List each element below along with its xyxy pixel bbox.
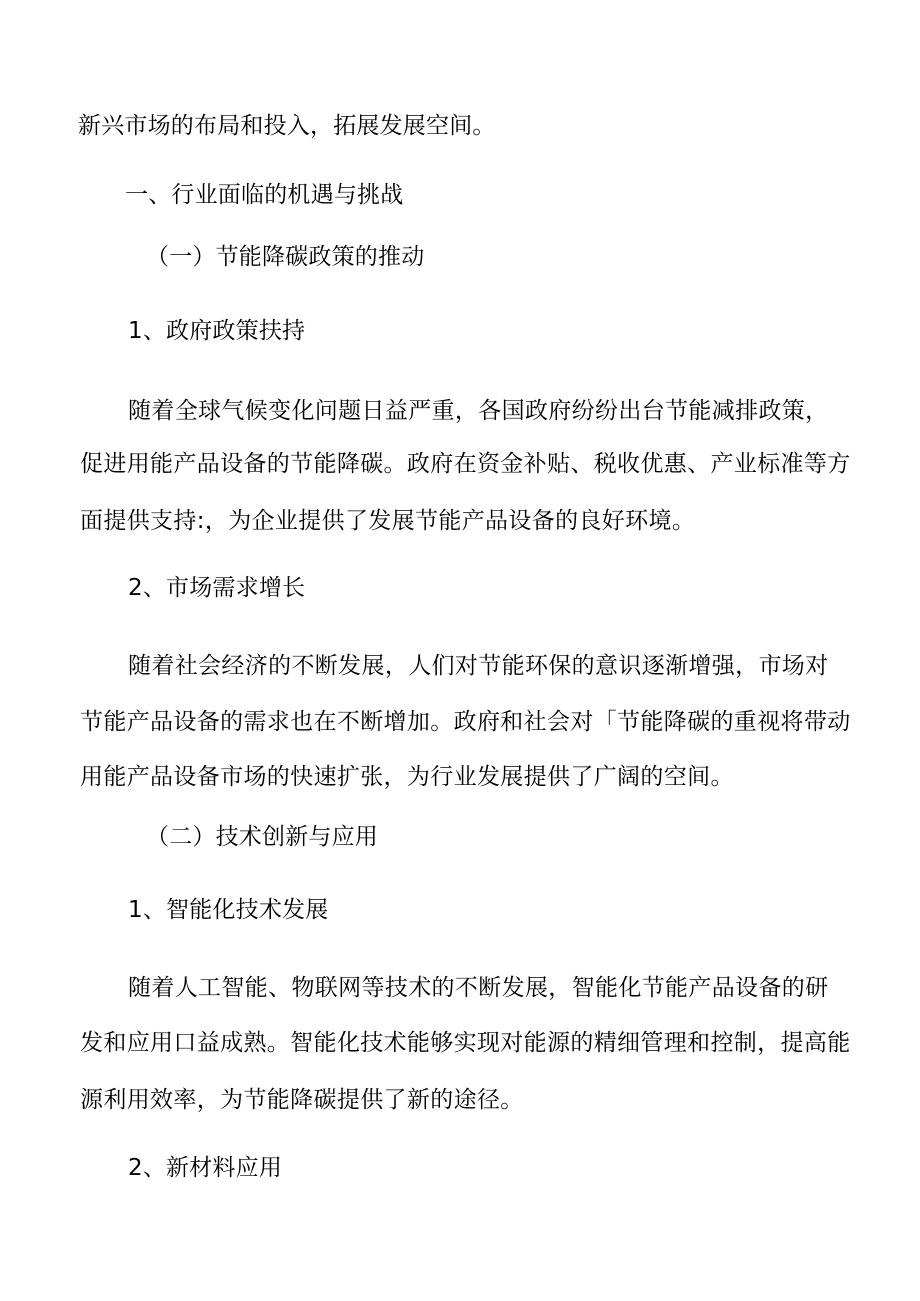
paragraph-line: 促进用能产品设备的节能降碳。政府在资金补贴、税收优惠、产业标准等方 xyxy=(80,451,851,477)
paragraph-line: 节能产品设备的需求也在不断增加。政府和社会对「节能降碳的重视将带动 xyxy=(80,709,851,735)
intro-continuation-text: 新兴市场的布局和投入，拓展发展空间。 xyxy=(78,113,496,139)
paragraph-line: 用能产品设备市场的快速扩张，为行业发展提供了广阔的空间。 xyxy=(80,764,734,790)
paragraph-line: 发和应用口益成熟。智能化技术能够实现对能源的精细管理和控制，提高能 xyxy=(80,1030,851,1056)
subsection-heading-technology: （二）技术创新与应用 xyxy=(146,824,378,850)
section-heading-opportunities-challenges: 一、行业面临的机遇与挑战 xyxy=(125,182,404,208)
paragraph-line: 源利用效率，为节能降碳提供了新的途径。 xyxy=(80,1087,524,1113)
subsection-heading-policy: （一）节能降碳政策的推动 xyxy=(146,244,425,270)
item-heading-government-support: 1、政府政策扶持 xyxy=(128,318,306,344)
paragraph-line: 面提供支持:，为企业提供了发展节能产品设备的良好环境。 xyxy=(80,508,696,534)
item-heading-market-demand: 2、市场需求增长 xyxy=(128,575,306,601)
item-heading-new-materials: 2、新材料应用 xyxy=(128,1155,283,1181)
item-heading-intelligent-tech: 1、智能化技术发展 xyxy=(128,897,329,923)
paragraph-line: 随着人工智能、物联网等技术的不断发展，智能化节能产品设备的研 xyxy=(128,975,829,1001)
paragraph-line: 随着社会经济的不断发展，人们对节能环保的意识逐渐增强，市场对 xyxy=(128,653,829,679)
paragraph-line: 随着全球气候变化问题日益严重，各国政府纷纷出台节能减排政策， xyxy=(128,398,829,424)
